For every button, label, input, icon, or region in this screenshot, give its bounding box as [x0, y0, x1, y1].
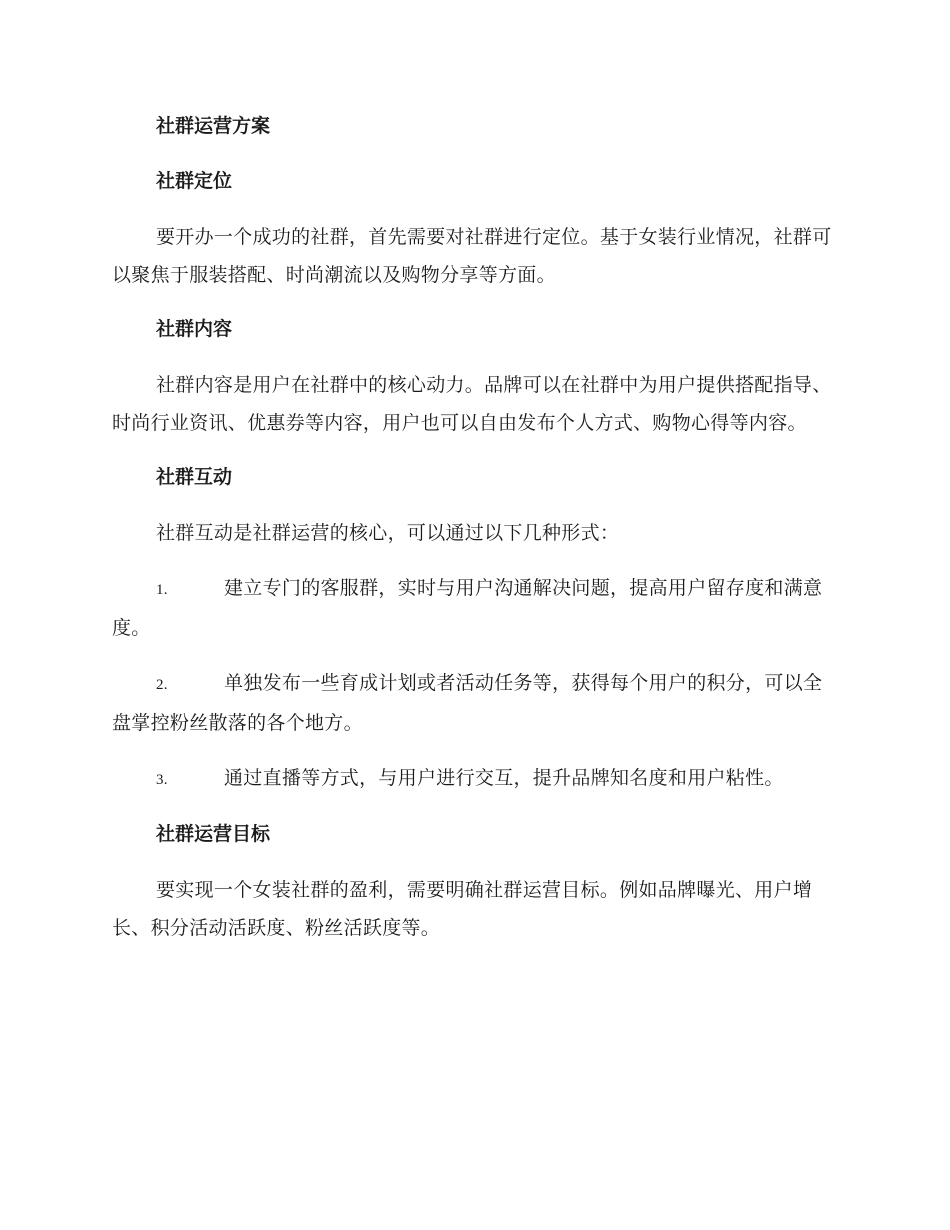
section-paragraph-content: 社群内容是用户在社群中的核心动力。品牌可以在社群中为用户提供搭配指导、时尚行业资讯、优惠券等内容，用户也可以自由发布个人方式、购物心得等内容。	[112, 374, 832, 434]
section-paragraph-interaction: 社群互动是社群运营的核心，可以通过以下几种形式：	[156, 522, 620, 544]
section-heading-interaction: 社群互动	[156, 466, 233, 488]
list-item	[112, 664, 834, 742]
list-text: 建立专门的客服群，实时与用户沟通解决问题，提高用户留存度和满意度。	[112, 577, 823, 639]
section-paragraph-goals: 要实现一个女装社群的盈利，需要明确社群运营目标。例如品牌曝光、用户增长、积分活动活跃度、粉丝活跃度等。	[112, 879, 813, 939]
list-text: 单独发布一些育成计划或者活动任务等，获得每个用户的积分，可以全盘掌控粉丝散落的各个地方。	[112, 672, 823, 734]
list-number: 2.	[156, 677, 168, 693]
list-item	[112, 759, 834, 799]
list-text: 通过直播等方式，与用户进行交互，提升品牌知名度和用户粘性。	[224, 767, 784, 789]
list-number: 1.	[156, 582, 168, 598]
document-page	[112, 108, 834, 964]
list-item	[112, 569, 834, 647]
list-number: 3.	[156, 772, 168, 788]
document-title: 社群运营方案	[156, 115, 271, 137]
section-heading-content: 社群内容	[156, 318, 233, 340]
section-paragraph-positioning: 要开办一个成功的社群，首先需要对社群进行定位。基于女装行业情况，社群可以聚焦于服装搭配、时尚潮流以及购物分享等方面。	[112, 226, 832, 286]
section-heading-positioning: 社群定位	[156, 170, 233, 192]
section-heading-goals: 社群运营目标	[156, 823, 271, 845]
